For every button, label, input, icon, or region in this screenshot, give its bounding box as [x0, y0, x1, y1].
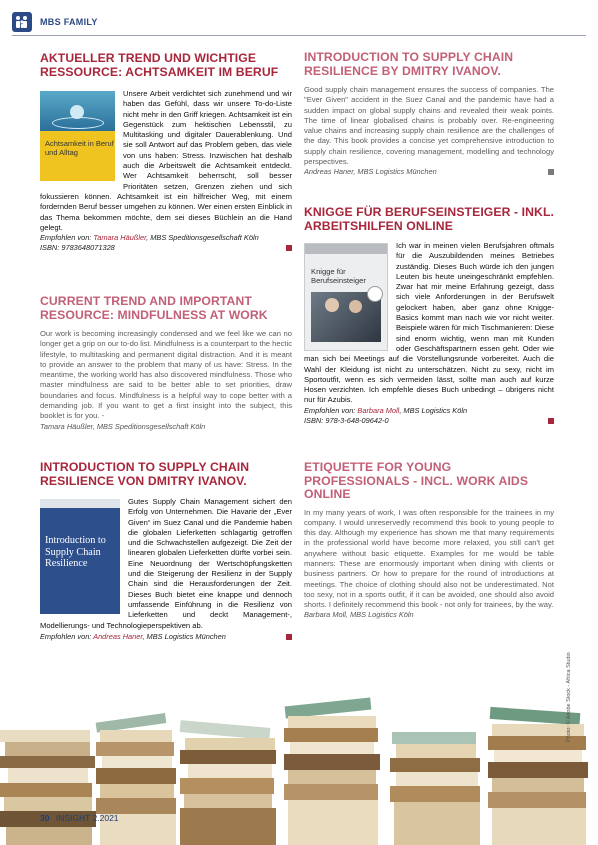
book-cover-supply-chain: [40, 499, 120, 614]
end-mark: [286, 245, 292, 251]
article-body: Unsere Arbeit verdichtet sich zunehmend und wir haben das Gefühl, dass wir unsere To-do-Liste nicht mehr in den Griff kriegen. Achtsamkeit ist ein Gegenstück zum hektischen Lebensstil, zu Multitasking und digitaler Dauerablenkung. Und sie soll Antwort auf das Problem geben, das viele von uns haben: Stress. Inzwischen hat deshalb auch die Arbeitswelt die Achtsamkeit entdeckt. Wer Achtsamkeit beherrscht, soll besser Prioritäten setzen, Grenzen ziehen und sich fokussieren können. Achtsamkeit ist ein hilfreicher Weg, mit einem fordernden Beruf besser umgehen zu können. Wer einen ersten Einblick in das Thema bekommen möchte, dem sei dieses Büchlein an die Hand gelegt.: [40, 89, 292, 232]
article-body: In my many years of work, I was often responsible for the trainees in my company. I would unreservedly recommend this book to young people to this day. Although my experience has shown me that many requirements in the professional world have become more relaxed, you still can't get anywhere without basic etiquette. Examples for me would be table manners: These are enormously important when dining with clients or business partners. Or how to prepare for the round of introductions at meetings. The choice of clothing should also not be underestimated. Not too sexy, not in a sports outfit, if it can be avoided, one should also avoid shorts. I definitely recommend this book - not only for trainees, by the way.: [304, 507, 554, 610]
photo-credit: Photo: © Adobe Stock - Africa Studio: [566, 652, 572, 742]
article-credit: Tamara Häußler, MBS Speditionsgesellschaft Köln: [40, 421, 206, 431]
header-divider: [12, 35, 586, 36]
recommender-name: Andreas Haner: [93, 631, 143, 641]
article-body: Good supply chain management ensures the success of companies. The "Ever Given" accident in the Suez Canal and the pandemic have had a sudden impact on global supply chains and revealed their weak points. The time of linear globalised chains is probably over. Re-engineering value chains and increasing supply chain resilience are the challenges of the day. This book provides a concise yet comprehensive introduction to supply chain resilience, covering management, modelling and technology perspectives.: [304, 85, 554, 167]
book-cover-title: Introduction to Supply Chain Resilience: [45, 535, 106, 569]
article-title: AKTUELLER TREND UND WICHTIGE RESSOURCE: ACHTSAMKEIT IM BERUF: [40, 51, 279, 79]
recommender-name: Tamara Häußler: [93, 233, 147, 243]
page-number: 30: [40, 813, 50, 823]
article-credit: Barbara Moll, MBS Logistics Köln: [304, 610, 414, 620]
article-achtsamkeit-de: [40, 52, 292, 254]
book-cover-title: Knigge für Berufseinsteiger: [311, 267, 366, 285]
article-supply-chain-de: [40, 461, 292, 642]
page-footer: [40, 813, 119, 823]
article-isbn: ISBN: 978-3-648-09642-0: [304, 416, 554, 426]
article-credit: Empfohlen von: Tamara Häußler, MBS Speditionsgesellschaft Köln: [40, 233, 259, 243]
recommender-name: Barbara Moll: [357, 405, 400, 415]
magazine-issue: INSIGHT 2.2021: [55, 813, 119, 823]
family-icon: [12, 12, 32, 32]
book-cover-title: Achtsamkeit in Beruf und Alltag: [45, 139, 114, 157]
article-isbn: ISBN: 9783648071328: [40, 243, 292, 253]
end-mark: [548, 418, 554, 424]
article-etiquette-en: [304, 461, 554, 621]
article-supply-chain-en: [304, 51, 554, 178]
book-cover-achtsamkeit: [40, 91, 115, 181]
article-mindfulness-en: [40, 295, 292, 432]
article-title: KNIGGE FÜR BERUFSEINSTEIGER - INKL. ARBEITSHILFEN ONLINE: [304, 205, 554, 233]
article-body: Ich war in meinen vielen Berufsjahren oftmals für die Auszubildenden meines Betriebes zuständig. Dieses Buch würde ich den jungen Leuten bis heute uneingeschränkt empfehlen. Zwar hat mir meine Erfahrung gezeigt, dass sich viele Anforderungen in der Berufswelt gelockert haben, aber ganz ohne Knigge-Basics kommt man nach wie vor nicht weiter. Beispiele wären für mich Tischmanieren: Diese sind enorm wichtig, wenn man mit Kunden oder Geschäftspartnern essen geht. Oder wie man sich bei Meetings auf die Vorstellungsrunde vorbereitet. Auch die Wahl der Kleidung ist nicht zu unterschätzen. Nicht zu sexy, nicht im Sportoutfit, wenn es sich vermeiden lässt, sollte man auch auf kurze Hosen verzichten. Ich empfehle dieses Buch unbedingt – übrigens nicht nur für Azubis.: [304, 241, 554, 405]
end-mark: [286, 634, 292, 640]
section-label: MBS FAMILY: [40, 17, 98, 27]
article-title: INTRODUCTION TO SUPPLY CHAIN RESILIENCE VON DMITRY IVANOV.: [40, 460, 250, 488]
article-credit: Empfohlen von: Barbara Moll, MBS Logistics Köln: [304, 405, 468, 415]
article-knigge-de: [304, 206, 554, 426]
page-header: [12, 12, 98, 32]
article-credit: Empfohlen von: Andreas Haner, MBS Logistics München: [40, 632, 292, 642]
badge-icon: [367, 286, 383, 302]
article-credit: Andreas Haner, MBS Logistics München: [304, 167, 554, 177]
article-title: ETIQUETTE FOR YOUNG PROFESSIONALS - INCL. WORK AIDS ONLINE: [304, 460, 529, 501]
article-title: INTRODUCTION TO SUPPLY CHAIN RESILIENCE BY DMITRY IVANOV.: [304, 50, 514, 78]
article-body: Gutes Supply Chain Management sichert den Erfolg von Unternehmen. Die Havarie der „Ever Given“ im Suez Canal und die Pandemie haben die globalen Lieferketten schlagartig getroffen und die Schwachstellen aufgezeigt. Die Zeit der linearen globalen Lieferketten dürfte vorbei sein. Eine Neuordnung der Wertschöpfungsketten und die Steigerung der Resilienz in der Supply Chain sind die Herausforderungen der Zeit. Dieses Buch bietet eine knappe und dennoch umfassende Einführung in die Resilienz von Lieferketten und deckt Management-, Modellierungs- und Technologieperspektiven ab.: [40, 497, 292, 630]
article-body: Our work is becoming increasingly condensed and we feel like we can no longer get a grip on our to-do list. Mindfulness is a counterpart to the hectic lifestyle, to multitasking and permanent digital distraction. And it is meant to provide an answer to the problem that many of us have: Stress. In the meantime, the working world has also discovered mindfulness. Those who master mindfulness are said to be better able to set priorities, draw boundaries and focus. Mindfulness is a helpful way to cope better with a demanding job. If you want to get a first insight into the subject, this booklet is for you. -: [40, 329, 292, 421]
article-title: CURRENT TREND AND IMPORTANT RESOURCE: MINDFULNESS AT WORK: [40, 294, 268, 322]
book-cover-knigge: [304, 243, 388, 351]
end-mark: [548, 169, 554, 175]
